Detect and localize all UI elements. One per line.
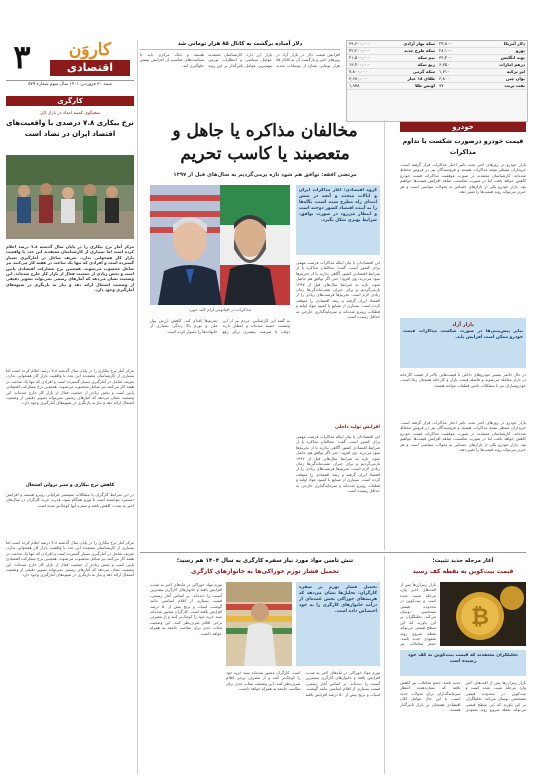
ticker-value: ۱,۷۱۰ <box>437 69 469 76</box>
lead-callout-text: گروه اقتصادی: آغاز مذاکرات ایران و ایالات متحده و آنچه در شش ابتدای راه مطرح شده است، نگاه‌ها را به آینده اقتصاد کشور دوخته است و انتظار می‌رود در صورت توافق، شرایط بهتری شکل بگیرد. <box>299 188 377 223</box>
ticker-value: ۲۴,۸۰۰ <box>437 41 469 48</box>
right-box <box>400 318 526 368</box>
crypto-photo <box>440 582 526 646</box>
top-news <box>140 40 340 118</box>
ticker-label: نیم سکه <box>384 55 437 62</box>
logo-main: اقتصادی <box>50 60 130 76</box>
ticker-row <box>347 83 437 90</box>
lead-body-3: این اقتصاددان با بیان اینکه مذاکرات فرصت مهمی برای کشور است، گفت: مخالفان مذاکره یا از شرایط اقتصادی کشور آگاهی ندارند یا از تحریم‌ها سود می‌برند. وی افزود: حتی اگر توافق هم حاصل شود، تازه به شرایط سال‌های قبل از ۱۳۹۷ بازمی‌گردیم و برای جبران عقب‌ماندگی‌ها زمان زیادی لازم است. تحریم‌ها فرصت‌های زیادی را از اقتصاد ایران گرفته و رشد اقتصادی را متوقف کرده است. بسیاری از صنایع با کمبود مواد اولیه و قطعات روبرو شده‌اند و سرمایه‌گذاری خارجی به حداقل رسیده است. <box>296 434 380 494</box>
ticker-value: ۳۲,۴۰۰ <box>437 55 469 62</box>
crypto-headline: قیمت بیت‌کوین به نقطه کف رسید <box>412 568 514 575</box>
masthead <box>6 40 134 90</box>
ticker-row <box>437 48 527 55</box>
left-headline: نرخ بیکاری ۷.۸ درصدی با واقعیت‌های اقتصاد ایران در تضاد است <box>6 119 134 138</box>
left-subhead: کاهش نرخ بیکاری و سیر نزولی اشتغال <box>25 483 115 488</box>
ticker-value: ۲۸,۱۰۰ <box>437 48 469 55</box>
ticker-value: ۳,۶۸۰,۰۰۰ <box>347 76 384 83</box>
bottom-labor-callout-text: تحمیل فشار تورم بر سفره کارگران: تحلیل‌ها نشان می‌دهد که هزینه‌های خوراکی بخش عمده‌ای از درآمد خانوارهای کارگری را به خود اختصاص داده است. <box>299 585 377 614</box>
ticker-value: ۱۳,۴۰۰,۰۰۰ <box>347 62 384 69</box>
bottom-labor-photo <box>226 582 292 666</box>
ticker-value: ۳۹,۶۰۰,۰۰۰ <box>347 41 384 48</box>
ticker-label: درهم امارات <box>469 62 527 69</box>
bottom-labor-body-2: تورم مواد خوراکی در ماه‌های اخیر به شدت افزایش یافته و خانوارهای کارگری بیشترین آسیب را دیده‌اند. بر اساس آمار رسمی، قیمت بسیاری از اقلام اساسی مانند گوشت، لبنیات و برنج بیش از ۵۰ درصد افزایش یافته است. کارگران مجبور شده‌اند سبد خرید خود را کوچک‌تر کنند و از مصرف برخی اقلام صرف‌نظر کنند. این وضعیت تبعات جدی برای سلامت جامعه به همراه خواهد داشت. <box>226 670 380 697</box>
right-body-2: در حال حاضر بیشتر خودروهای داخلی با قیمت‌هایی بالاتر از قیمت کارخانه در بازار معامله می‌شوند و فاصله قیمت بازار و کارخانه همچنان زیاد است. خودروسازان نیز با مشکلات تامین قطعات مواجه هستند. <box>400 372 526 388</box>
ticker-currency-table <box>437 41 527 90</box>
photo-shopper <box>226 582 292 666</box>
bottom-labor-callout <box>296 582 380 666</box>
right-body-3: بازار خودرو در روزهای اخیر تحت تاثیر اخبار مذاکرات قرار گرفته است. خریداران منتظر نتیجه مذاکرات هستند و فروشندگان نیز در فروش محتاط شده‌اند. کارشناسان معتقدند در صورت موفقیت مذاکرات قیمت خودرو کاهش خواهد یافت اما در صورت شکست، شاهد افزایش قیمت‌ها خواهیم بود. بازار خودرو یکی از بازارهای حساس به تحولات سیاسی است و هر خبری می‌تواند روند قیمت‌ها را تغییر دهد. <box>400 420 526 453</box>
bottom-labor-body: تورم مواد خوراکی در ماه‌های اخیر به شدت افزایش یافته و خانوارهای کارگری بیشترین آسیب را دیده‌اند. بر اساس آمار رسمی، قیمت بسیاری از اقلام اساسی مانند گوشت، لبنیات و برنج بیش از ۵۰ درصد افزایش یافته است. کارگران مجبور شده‌اند سبد خرید خود را کوچک‌تر کنند و از مصرف برخی اقلام صرف‌نظر کنند. این وضعیت تبعات جدی برای سلامت جامعه به همراه خواهد داشت. <box>150 582 222 636</box>
top-news-headline: دلار آمباده برگشت به کانال ۸۵ هزار تومانی شد <box>140 40 340 50</box>
lead-subhead-2: افزایش تولید داخلی <box>334 425 380 430</box>
left-body-3: در این شرایط کارگران با مشکلات معیشتی فراوانی روبرو هستند و افزایش دستمزد نتوانسته است با تورم همگام شود. قدرت خرید کارگران در سال‌های اخیر به شدت کاهش یافته و سفره آنها کوچک‌تر شده است. <box>6 492 134 508</box>
photo-caption: مذاکرات در اقیانوس آرام کلید خورد <box>188 307 252 312</box>
lead-body: این اقتصاددان با بیان اینکه مذاکرات فرصت مهمی برای کشور است، گفت: مخالفان مذاکره یا از شرایط اقتصادی کشور آگاهی ندارند یا از تحریم‌ها سود می‌برند. وی افزود: حتی اگر توافق هم حاصل شود، تازه به شرایط سال‌های قبل از ۱۳۹۷ بازمی‌گردیم و برای جبران عقب‌ماندگی‌ها زمان زیادی لازم است. تحریم‌ها فرصت‌های زیادی را از اقتصاد ایران گرفته و رشد اقتصادی را متوقف کرده است. بسیاری از صنایع با کمبود مواد اولیه و قطعات روبرو شده‌اند و سرمایه‌گذاری خارجی به حداقل رسیده است. <box>296 260 380 320</box>
left-body: مرکز آمار نرخ بیکاری را در پایان سال گذشته ۷.۸ درصد اعلام کرده است اما بسیاری از کارشناسان معتقدند این عدد با واقعیت بازار کار همخوانی ندارد. تعریف شاغل در آمارگیری بسیار گسترده است و افرادی که تنها یک ساعت در هفته کار می‌کنند نیز شاغل محسوب می‌شوند. همچنین نرخ مشارکت اقتصادی پایین است و بخش زیادی از جمعیت فعال از بازار کار خارج شده‌اند. این وضعیت نشان می‌دهد که آمارهای رسمی نمی‌تواند تصویر دقیقی از وضعیت اشتغال ارائه دهد و نیاز به بازنگری در شیوه‌های آمارگیری وجود دارد. <box>6 244 134 293</box>
ticker-row <box>437 69 527 76</box>
right-body: بازار خودرو در روزهای اخیر تحت تاثیر اخبار مذاکرات قرار گرفته است. خریداران منتظر نتیجه مذاکرات هستند و فروشندگان نیز در فروش محتاط شده‌اند. کارشناسان معتقدند در صورت موفقیت مذاکرات قیمت خودرو کاهش خواهد یافت اما در صورت شکست، شاهد افزایش قیمت‌ها خواهیم بود. بازار خودرو یکی از بازارهای حساس به تحولات سیاسی است و هر خبری می‌تواند روند قیمت‌ها را تغییر دهد. <box>400 162 526 195</box>
logo-script: کاروَن <box>68 40 112 60</box>
page-number: ۳ <box>13 38 31 76</box>
ticker-label: دلار آمریکا <box>469 41 527 48</box>
ticker-label: ربع سکه <box>384 62 437 69</box>
section-label-auto: خودرو <box>400 122 526 132</box>
ticker-label: یورو <box>469 48 527 55</box>
lead-callout-box <box>296 185 380 255</box>
ticker-row <box>437 55 527 62</box>
right-headline: قیمت خودرو درصورت شکست یا تداوم مذاکرات <box>402 137 524 156</box>
bottom-labor-headline: تنش تامین مواد مورد نیاز سفره کارگری به سال ۱۴۰۴ هم رسید؛ <box>176 558 354 564</box>
crypto-kicker: آغاز مرحله جدید تثبیت؛ <box>432 558 494 564</box>
right-box-label: بازار آزاد <box>452 322 474 328</box>
ticker-label: لیر ترکیه <box>469 69 527 76</box>
ticker-row <box>347 76 437 83</box>
crypto-body: بازار رمزارزها پس از افت‌های اخیر وارد مرحله تثبیت شده است و بیت‌کوین در محدوده قیمتی مشخصی نوسان می‌کند. تحلیلگران بر این باورند که این سطح قیمتی می‌تواند نقطه شروع روند صعودی جدید باشد. حجم معاملات نیز <box>400 582 436 647</box>
crypto-box <box>400 650 526 676</box>
photo-workers <box>6 155 134 239</box>
lead-headline: مخالفان مذاکره یا جاهل و متعصبند یا کاسب تحریم <box>172 121 358 164</box>
ticker-value: ۲۱,۵۰۰,۰۰۰ <box>347 55 384 62</box>
ticker-row <box>437 83 527 90</box>
left-photo <box>6 155 134 239</box>
crypto-box-text: تحلیلگران معتقدند که قیمت بیت‌کوین به کف خود رسیده است <box>408 653 518 665</box>
ticker-row <box>437 76 527 83</box>
photo-diplomats <box>150 185 290 305</box>
ticker-label: نفت برنت <box>469 83 527 90</box>
ticker-value: ۷,۸۰۰,۰۰۰ <box>347 69 384 76</box>
bottom-labor-subhead: تحمیل فشار تورم خوراکی‌ها به خانوارهای کارگری <box>191 568 339 575</box>
top-news-body: افزایش قیمت دلار در بازار آزاد در روزهای اخیر و بازگشت آن به کانال ۸۵ هزار تومانی نشان از نوسانات شدید بازار ارز دارد. کارشناسان معتقدند عوامل سیاسی و انتظارات تورمی مهم‌ترین عوامل تاثیرگذار بر این روند هستند و بانک مرکزی باید با سیاست‌های مناسب از افزایش بیشتر جلوگیری کند. <box>140 52 340 68</box>
ticker-value: ۳,۸۰۰ <box>437 76 469 83</box>
lead-photo <box>150 185 290 305</box>
ticker-value: ۹۷ <box>437 83 469 90</box>
left-body-4: مرکز آمار نرخ بیکاری را در پایان سال گذشته ۷.۸ درصد اعلام کرده است اما بسیاری از کارشناسان معتقدند این عدد با واقعیت بازار کار همخوانی ندارد. تعریف شاغل در آمارگیری بسیار گسترده است و افرادی که تنها یک ساعت در هفته کار می‌کنند نیز شاغل محسوب می‌شوند. همچنین نرخ مشارکت اقتصادی پایین است و بخش زیادی از جمعیت فعال از بازار کار خارج شده‌اند. این وضعیت نشان می‌دهد که آمارهای رسمی نمی‌تواند تصویر دقیقی از وضعیت اشتغال ارائه دهد و نیاز به بازنگری در شیوه‌های آمارگیری وجود دارد. <box>6 540 134 578</box>
ticker-row <box>347 48 437 55</box>
crypto-body-2: بازار رمزارزها پس از افت‌های اخیر وارد مرحله تثبیت شده است و بیت‌کوین در محدوده قیمتی مشخصی نوسان می‌کند. تحلیلگران بر این باورند که این سطح قیمتی می‌تواند نقطه شروع روند صعودی جدید باشد. حجم معاملات نیز کاهش یافته که نشان‌دهنده انتظار سرمایه‌گذاران برای تحولات جدید است. با این حال عوامل کلان اقتصادی همچنان بر بازار تاثیرگذار هستند. <box>400 680 526 713</box>
ticker-row <box>347 55 437 62</box>
ticker-row <box>347 62 437 69</box>
section-label-labor: کارگری <box>6 96 134 106</box>
ticker-label: سکه طرح جدید <box>384 48 437 55</box>
ticker-row <box>347 69 437 76</box>
price-ticker <box>346 40 528 122</box>
ticker-label: اونس طلا <box>384 83 437 90</box>
svg-text:₿: ₿ <box>471 605 489 630</box>
issue-line: شنبه ۳۰ فروردین ۱۴۰۱ سال سوم شماره ۵۷۹ <box>6 80 134 89</box>
ticker-label: پوند انگلیس <box>469 55 527 62</box>
ticker-label: سکه گرمی <box>384 69 437 76</box>
ticker-label: سکه بهار آزادی <box>384 41 437 48</box>
ticker-label: یوان چین <box>469 76 527 83</box>
lead-body-2: به گفته این کارشناس، مردم نیز از این وضعیت خسته شده‌اند و انتظار دارند دولت با سرعت بیشتری برای رفع تحریم‌ها اقدام کند. کاهش ارزش پول ملی و تورم بالا زندگی بسیاری از خانواده‌ها را دشوار کرده است. <box>150 318 290 334</box>
left-headline-kicker: سخنگوی کمیته امداد در بازار کار: <box>39 111 101 116</box>
ticker-value: ۱,۹۷۸ <box>347 83 384 90</box>
lead-subhead: مرتضی افقه: توافق هم شود تازه برمی‌گردیم به سال‌های قبل از ۱۳۹۷ <box>173 172 357 178</box>
ticker-label: طلای ۱۸ عیار <box>384 76 437 83</box>
ticker-gold-table <box>347 41 437 90</box>
ticker-value: ۴۲,۲۰۰,۰۰۰ <box>347 48 384 55</box>
right-box-text: بنابر پیش‌بینی‌ها در صورت شکست مذاکرات قیمت خودرو ممکن است افزایش یابد. <box>403 329 523 340</box>
ticker-value: ۶,۷۵۰ <box>437 62 469 69</box>
left-body-2: مرکز آمار نرخ بیکاری را در پایان سال گذشته ۷.۸ درصد اعلام کرده است اما بسیاری از کارشناسان معتقدند این عدد با واقعیت بازار کار همخوانی ندارد. تعریف شاغل در آمارگیری بسیار گسترده است و افرادی که تنها یک ساعت در هفته کار می‌کنند نیز شاغل محسوب می‌شوند. همچنین نرخ مشارکت اقتصادی پایین است و بخش زیادی از جمعیت فعال از بازار کار خارج شده‌اند. این وضعیت نشان می‌دهد که آمارهای رسمی نمی‌تواند تصویر دقیقی از وضعیت اشتغال ارائه دهد و نیاز به بازنگری در شیوه‌های آمارگیری وجود دارد. <box>6 368 134 406</box>
photo-bitcoin <box>440 582 526 646</box>
ticker-row <box>437 62 527 69</box>
